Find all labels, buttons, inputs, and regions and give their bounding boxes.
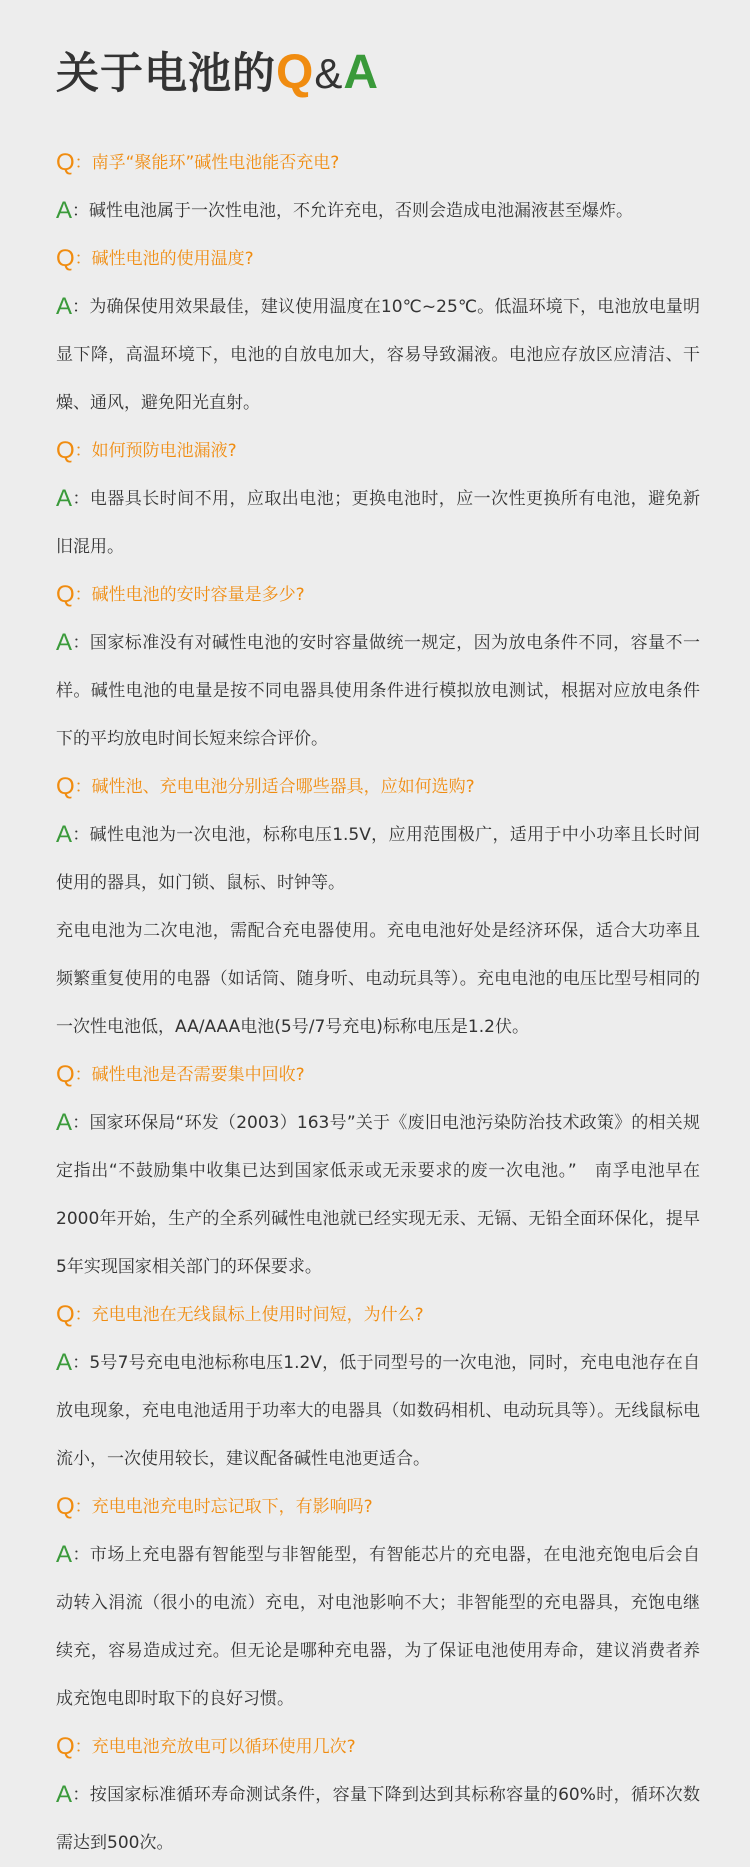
answer-6	[56, 1099, 700, 1291]
question-text: 充电电池充电时忘记取下，有影响吗?	[91, 1497, 373, 1517]
question-marker: Q	[56, 149, 75, 176]
answer-5	[56, 811, 700, 907]
question-colon: ：	[74, 585, 92, 605]
question-colon: ：	[74, 1497, 92, 1517]
answer-9	[56, 1771, 700, 1867]
title-ampersand: &	[314, 50, 344, 97]
question-marker: Q	[56, 1733, 75, 1760]
question-colon: ：	[74, 1305, 92, 1325]
answer-5-extra: 充电电池为二次电池，需配合充电器使用。充电电池好处是经济环保，适合大功率且频繁重复使用的电器（如话筒、随身听、电动玩具等）。充电电池的电压比型号相同的一次性电池低，AA/AAA电池(5号/7号充电)标称电压是1.2伏。	[56, 921, 700, 1037]
answer-colon: ：	[72, 1353, 90, 1373]
title-prefix: 关于电池的	[56, 49, 276, 99]
answer-marker: A	[56, 1541, 73, 1568]
question-colon: ：	[74, 249, 92, 269]
question-colon: ：	[74, 441, 92, 461]
answer-marker: A	[56, 1109, 73, 1136]
answer-text: 为确保使用效果最佳，建议使用温度在10℃~25℃。低温环境下，电池放电量明显下降，高温环境下，电池的自放电加大，容易导致漏液。电池应存放区应清洁、干燥、通风，避免阳光直射。	[56, 297, 700, 413]
page-title	[56, 38, 700, 109]
answer-text: 碱性电池属于一次性电池，不允许充电，否则会造成电池漏液甚至爆炸。	[89, 201, 634, 221]
answer-colon: ：	[72, 825, 90, 845]
answer-text: 电器具长时间不用，应取出电池；更换电池时，应一次性更换所有电池，避免新旧混用。	[56, 489, 701, 557]
answer-4	[56, 619, 700, 763]
qa-list	[56, 139, 700, 1867]
question-7	[56, 1291, 700, 1339]
answer-7	[56, 1339, 700, 1483]
answer-text: 国家环保局“环发（2003）163号”关于《废旧电池污染防治技术政策》的相关规定指出“不鼓励集中收集已达到国家低汞或无汞要求的废一次电池。” 南孚电池早在2000年开始，生产的全系列碱性电池就已经实现无汞、无镉、无铅全面环保化，提早5年实现国家相关部门的环保要求。	[56, 1113, 700, 1277]
answer-text: 市场上充电器有智能型与非智能型，有智能芯片的充电器，在电池充饱电后会自动转入涓流（很小的电流）充电，对电池影响不大；非智能型的充电器具，充饱电继续充，容易造成过充。但无论是哪种充电器，为了保证电池使用寿命，建议消费者养成充饱电即时取下的良好习惯。	[56, 1545, 701, 1709]
question-text: 南孚“聚能环”碱性电池能否充电?	[91, 153, 340, 173]
question-2	[56, 235, 700, 283]
question-text: 碱性池、充电电池分别适合哪些器具，应如何选购?	[91, 777, 475, 797]
answer-2	[56, 283, 700, 427]
answer-marker: A	[56, 197, 73, 224]
question-colon: ：	[74, 1737, 92, 1757]
question-marker: Q	[56, 773, 75, 800]
question-text: 充电电池充放电可以循环使用几次?	[91, 1737, 356, 1757]
answer-marker: A	[56, 485, 73, 512]
answer-colon: ：	[72, 489, 90, 509]
question-text: 如何预防电池漏液?	[91, 441, 237, 461]
answer-text: 5号7号充电电池标称电压1.2V，低于同型号的一次电池，同时，充电电池存在自放电现象，充电电池适用于功率大的电器具（如数码相机、电动玩具等）。无线鼠标电流小，一次使用较长，建议配备碱性电池更适合。	[56, 1353, 701, 1469]
question-marker: Q	[56, 581, 75, 608]
question-colon: ：	[74, 1065, 92, 1085]
question-text: 碱性电池的安时容量是多少?	[91, 585, 305, 605]
answer-colon: ：	[72, 633, 90, 653]
answer-colon: ：	[72, 1785, 90, 1805]
answer-text: 按国家标准循环寿命测试条件，容量下降到达到其标称容量的60%时，循环次数需达到500次。	[56, 1785, 700, 1853]
answer-1	[56, 187, 700, 235]
question-5	[56, 763, 700, 811]
question-colon: ：	[74, 153, 92, 173]
answer-3	[56, 475, 700, 571]
answer-marker: A	[56, 1781, 73, 1808]
question-9	[56, 1723, 700, 1771]
question-marker: Q	[56, 1493, 75, 1520]
answer-marker: A	[56, 629, 73, 656]
answer-text: 碱性电池为一次电池，标称电压1.5V，应用范围极广，适用于中小功率且长时间使用的器具，如门锁、鼠标、时钟等。	[56, 825, 701, 893]
answer-marker: A	[56, 1349, 73, 1376]
question-text: 充电电池在无线鼠标上使用时间短，为什么?	[91, 1305, 424, 1325]
question-3	[56, 427, 700, 475]
question-marker: Q	[56, 1061, 75, 1088]
title-q-letter: Q	[276, 46, 315, 99]
question-marker: Q	[56, 245, 75, 272]
question-text: 碱性电池是否需要集中回收?	[91, 1065, 305, 1085]
answer-colon: ：	[72, 1113, 90, 1133]
answer-colon: ：	[72, 201, 90, 221]
answer-colon: ：	[72, 1545, 90, 1565]
question-1	[56, 139, 700, 187]
question-colon: ：	[74, 777, 92, 797]
answer-colon: ：	[72, 297, 90, 317]
question-marker: Q	[56, 437, 75, 464]
answer-marker: A	[56, 293, 73, 320]
question-marker: Q	[56, 1301, 75, 1328]
question-8	[56, 1483, 700, 1531]
title-a-letter: A	[343, 46, 380, 99]
answer-8	[56, 1531, 700, 1723]
question-text: 碱性电池的使用温度?	[91, 249, 254, 269]
answer-marker: A	[56, 821, 73, 848]
question-6	[56, 1051, 700, 1099]
question-4	[56, 571, 700, 619]
answer-text: 国家标准没有对碱性电池的安时容量做统一规定，因为放电条件不同，容量不一样。碱性电池的电量是按不同电器具使用条件进行模拟放电测试，根据对应放电条件下的平均放电时间长短来综合评价。	[56, 633, 701, 749]
